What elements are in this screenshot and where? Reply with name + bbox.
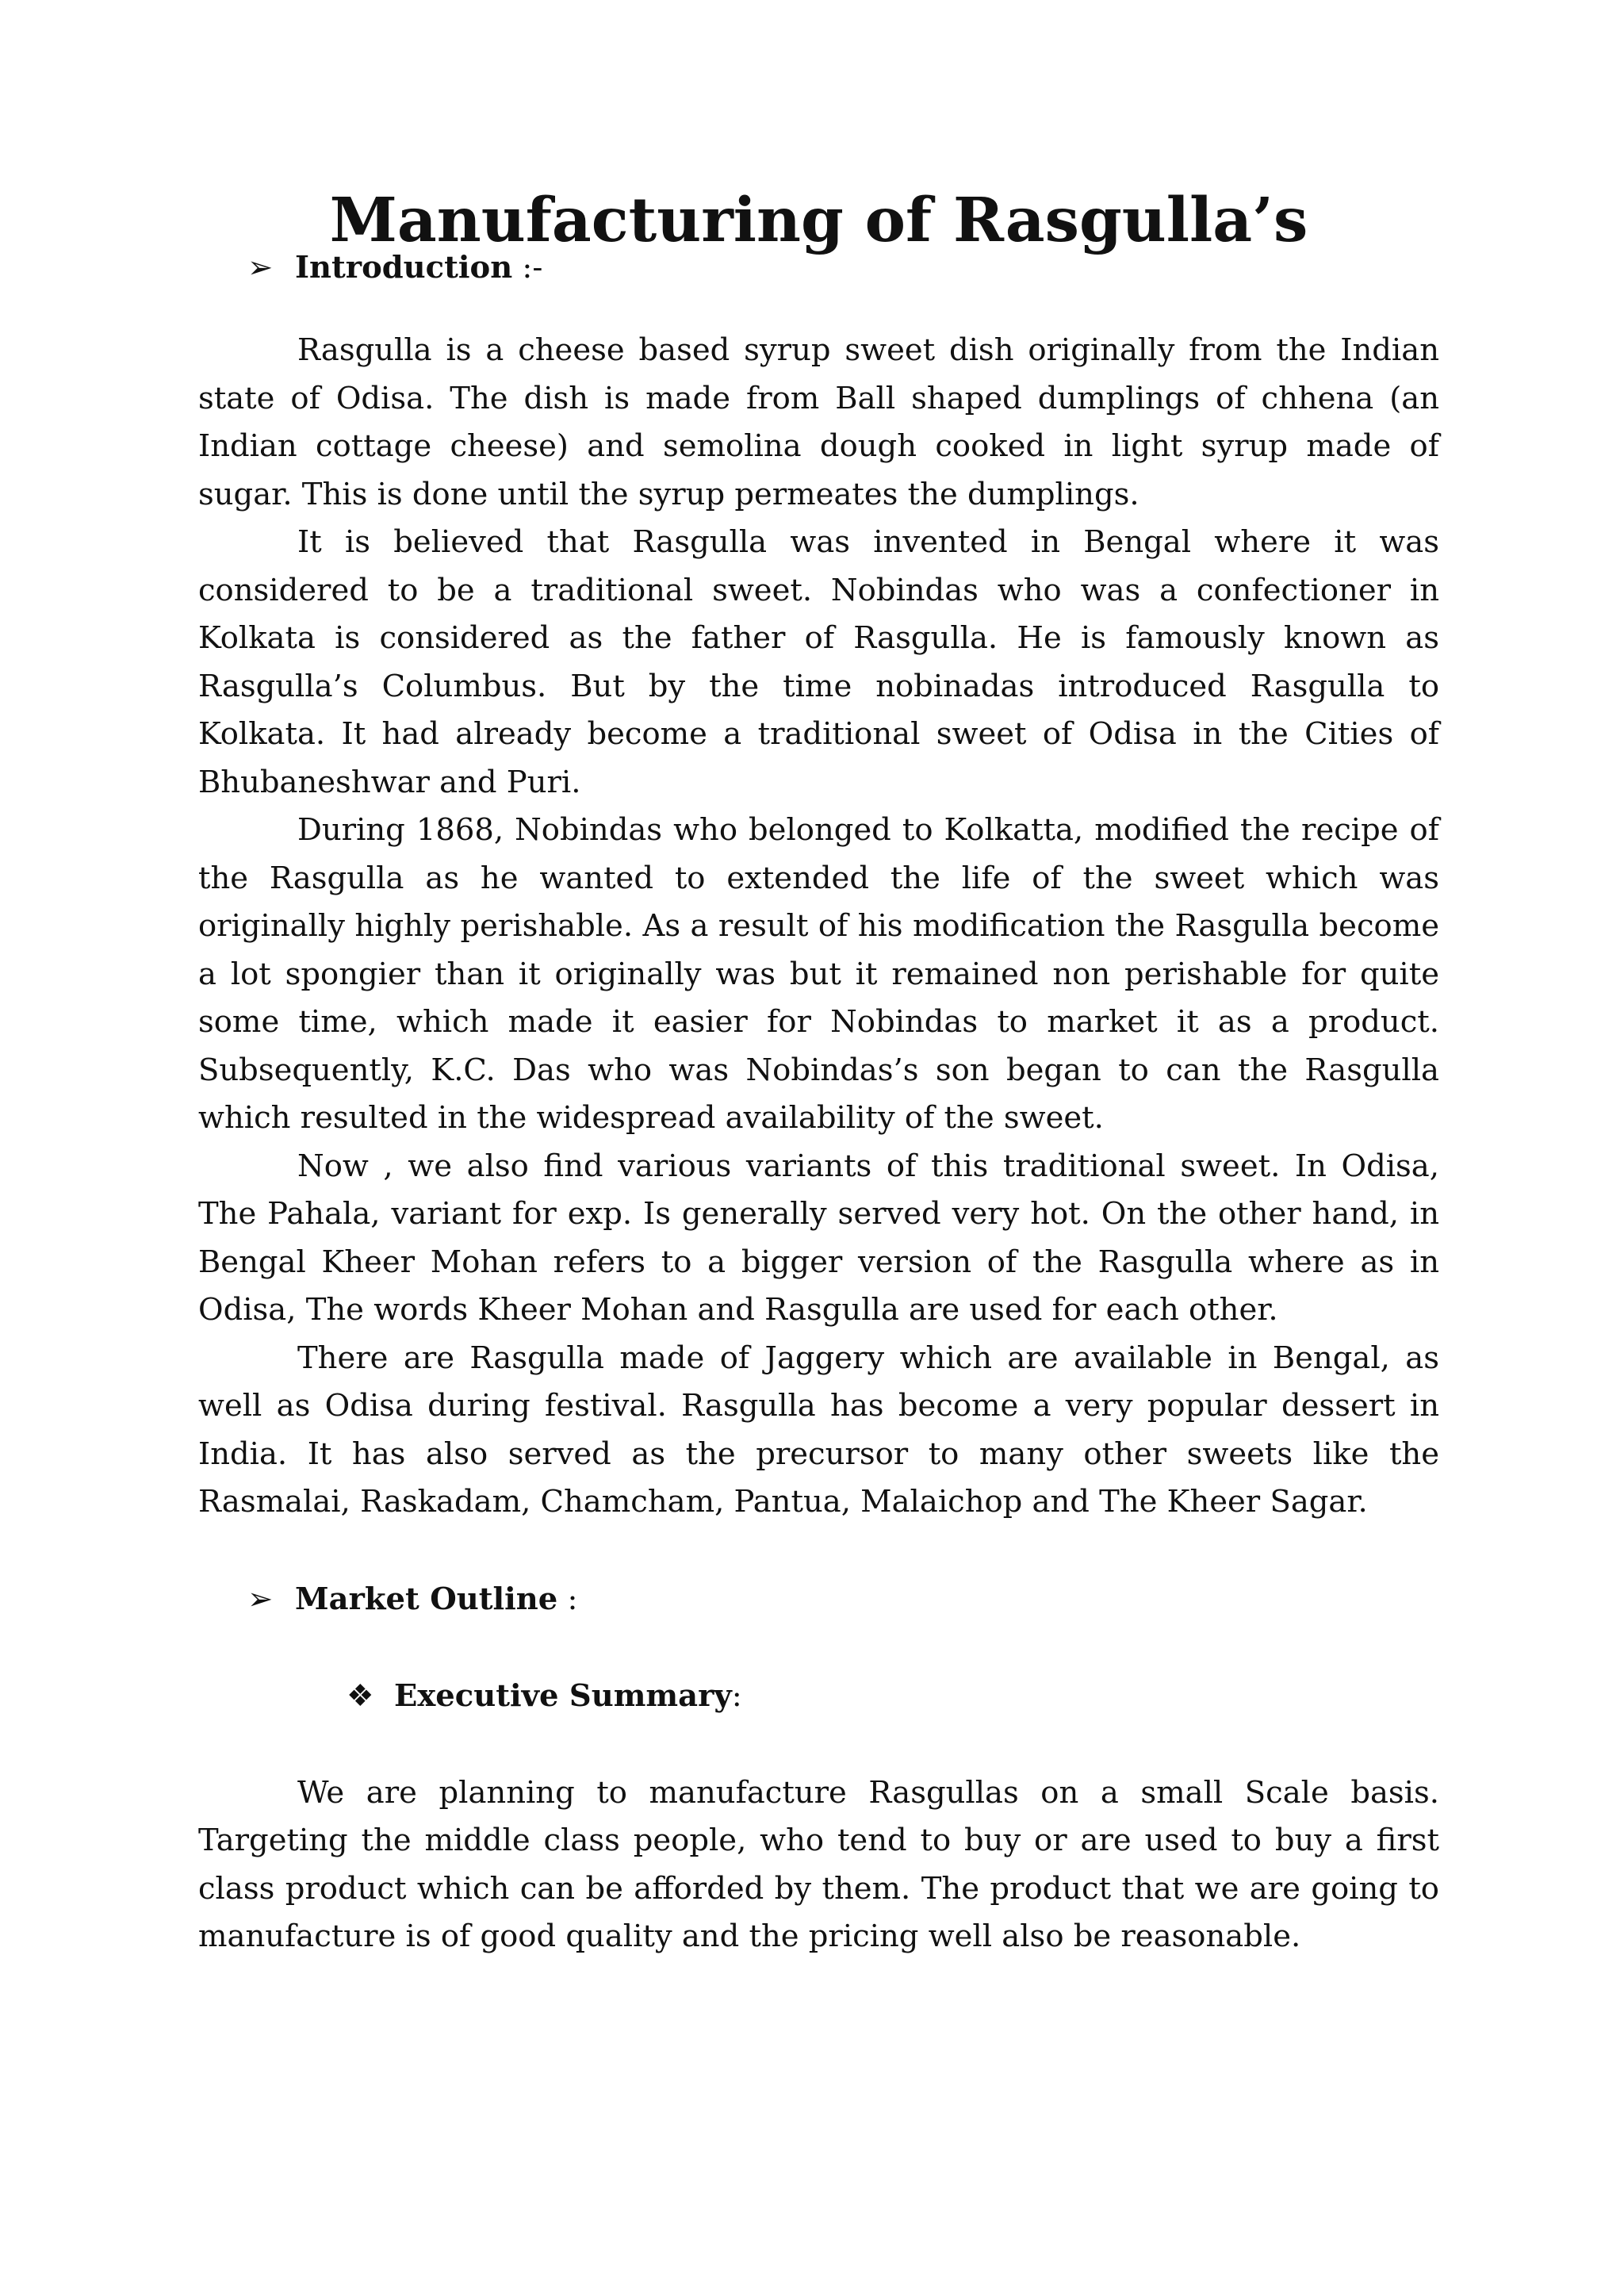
arrow-bullet-icon: ➢	[247, 250, 274, 286]
executive-summary-heading-suffix: :	[731, 1677, 742, 1714]
arrow-bullet-icon: ➢	[247, 1581, 274, 1617]
executive-summary-heading	[198, 1673, 1439, 1720]
introduction-paragraph-3: During 1868, Nobindas who belonged to Kolkatta, modified the recipe of the Rasgulla as he wanted to extended the life of the sweet which was originally highly perishable. As a result of his modification the Rasgulla become a lot spongier than it originally was but it remained non perishable for quite some time, which made it easier for Nobindas to market it as a product. Subsequently, K.C. Das who was Nobindas’s son began to can the Rasgulla which resulted in the widespread availability of the sweet.	[198, 812, 1439, 1136]
executive-summary-paragraph: We are planning to manufacture Rasgullas on a small Scale basis. Targeting the middle class people, who tend to buy or are used to buy a first class product which can be afforded by them. The product that we are going to manufacture is of good quality and the pricing well also be reasonable.	[198, 1774, 1439, 1954]
market-outline-heading	[198, 1576, 1439, 1623]
executive-summary-heading-label: Executive Summary	[394, 1677, 732, 1714]
market-outline-heading-label: Market Outline	[295, 1581, 558, 1617]
introduction-heading-label: Introduction	[295, 250, 513, 286]
introduction-paragraph-2: It is believed that Rasgulla was invented in Bengal where it was considered to be a traditional sweet. Nobindas who was a confectioner in Kolkata is considered as the father of Rasgulla. He is famously known as Rasgulla’s Columbus. But by the time nobinadas introduced Rasgulla to Kolkata. It had already become a traditional sweet of Odisa in the Cities of Bhubaneshwar and Puri.	[198, 524, 1439, 800]
introduction-paragraph-4: Now , we also find various variants of this traditional sweet. In Odisa, The Pahala, variant for exp. Is generally served very hot. On the other hand, in Bengal Kheer Mohan refers to a bigger version of the Rasgulla where as in Odisa, The words Kheer Mohan and Rasgulla are used for each other.	[198, 1148, 1439, 1328]
market-outline-heading-suffix: :	[557, 1581, 578, 1617]
document-body	[198, 185, 1439, 1961]
diamond-bullet-icon: ❖	[347, 1677, 374, 1714]
introduction-heading-suffix: :-	[512, 250, 543, 286]
introduction-paragraph-1: Rasgulla is a cheese based syrup sweet dish originally from the Indian state of Odisa. The dish is made from Ball shaped dumplings of chhena (an Indian cottage cheese) and semolina dough cooked in light syrup made of sugar. This is done until the syrup permeates the dumplings.	[198, 332, 1439, 512]
document-title: Manufacturing of Rasgulla’s	[329, 185, 1308, 256]
introduction-paragraph-5: There are Rasgulla made of Jaggery which are available in Bengal, as well as Odisa during festival. Rasgulla has become a very popular dessert in India. It has also served as the precursor to many other sweets like the Rasmalai, Raskadam, Chamcham, Pantua, Malaichop and The Kheer Sagar.	[198, 1340, 1439, 1520]
